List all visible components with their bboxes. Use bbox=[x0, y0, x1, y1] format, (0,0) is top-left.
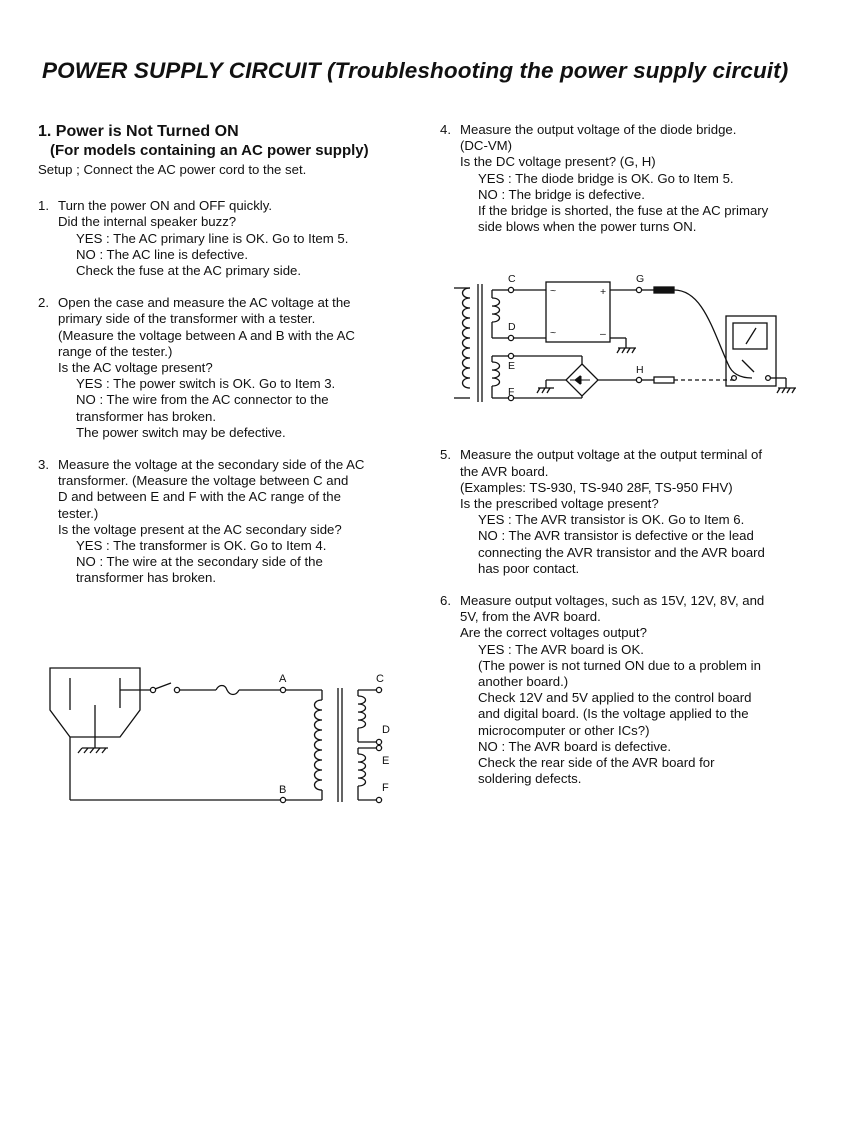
ground-symbol-icon bbox=[537, 388, 554, 393]
setup-text: Setup ; Connect the AC power cord to the set. bbox=[38, 162, 307, 177]
answer-line: YES : The AVR board is OK. bbox=[478, 641, 644, 657]
answer-line: Check the rear side of the AVR board for bbox=[478, 755, 715, 771]
answer-line: has poor contact. bbox=[478, 560, 580, 576]
label-a: A bbox=[279, 673, 287, 685]
meter-jack bbox=[766, 376, 771, 381]
step-line: Measure the output voltage at the output terminal of bbox=[460, 447, 763, 463]
answer-line: NO : The AVR board is defective. bbox=[478, 738, 672, 754]
label-h: H bbox=[636, 364, 644, 376]
answer-line: NO : The AC line is defective. bbox=[76, 246, 249, 262]
primary-circuit-diagram bbox=[40, 660, 400, 820]
probe-lead bbox=[674, 290, 752, 378]
label-b: B bbox=[279, 784, 287, 796]
label-c: C bbox=[376, 673, 384, 685]
secondary-coil-ef bbox=[492, 362, 500, 386]
answer-line: The power switch may be defective. bbox=[76, 424, 286, 440]
step-line: Are the correct voltages output? bbox=[460, 625, 647, 641]
primary-coil bbox=[315, 700, 323, 790]
answer-line: NO : The AVR transistor is defective or the lead bbox=[478, 528, 754, 544]
answer-line: YES : The diode bridge is OK. Go to Item 5. bbox=[478, 170, 734, 186]
terminal-g bbox=[636, 287, 641, 292]
primary-coil bbox=[463, 288, 471, 388]
terminal-d bbox=[508, 335, 513, 340]
diode-symbol-icon bbox=[570, 376, 590, 384]
answer-line: NO : The wire at the secondary side of the bbox=[76, 554, 323, 570]
step-line: (Examples: TS-930, TS-940 28F, TS-950 FHV) bbox=[460, 479, 733, 495]
step-line: Is the prescribed voltage present? bbox=[460, 496, 659, 512]
terminal-h bbox=[636, 377, 641, 382]
step-5 bbox=[440, 447, 800, 577]
step-number: 5. bbox=[440, 447, 451, 463]
answer-line: YES : The AC primary line is OK. Go to Item 5. bbox=[76, 230, 349, 246]
terminal-a bbox=[280, 687, 285, 692]
terminal-f bbox=[376, 797, 381, 802]
answer-line: NO : The wire from the AC connector to the bbox=[76, 392, 329, 408]
secondary-coil-cd bbox=[358, 696, 366, 728]
right-column bbox=[440, 122, 800, 787]
label-f: F bbox=[508, 386, 515, 398]
answer-line: Check the fuse at the AC primary side. bbox=[76, 263, 302, 279]
rectifier-minus: – bbox=[600, 328, 606, 340]
label-f: F bbox=[382, 782, 389, 794]
answer-line: soldering defects. bbox=[478, 771, 582, 787]
left-column bbox=[38, 122, 400, 587]
step-number: 4. bbox=[440, 122, 451, 137]
section-heading: 1. Power is Not Turned ON bbox=[38, 123, 239, 140]
step-number: 1. bbox=[38, 198, 49, 214]
answer-line: YES : The power switch is OK. Go to Item 3. bbox=[76, 376, 336, 392]
step-number: 3. bbox=[38, 457, 49, 473]
step-line: 5V, from the AVR board. bbox=[460, 609, 601, 625]
step-line: Measure output voltages, such as 15V, 12V, 8V, and bbox=[460, 593, 765, 609]
step-line: Measure the voltage at the secondary side of the AC bbox=[58, 457, 365, 473]
step-line: Turn the power ON and OFF quickly. bbox=[58, 198, 273, 214]
ground-symbol-icon bbox=[78, 748, 108, 753]
meter-dial bbox=[742, 360, 754, 372]
answer-line: another board.) bbox=[478, 674, 569, 690]
secondary-circuit-diagram bbox=[440, 268, 810, 408]
step-line: Is the AC voltage present? bbox=[58, 360, 213, 376]
answer-line: transformer has broken. bbox=[76, 408, 216, 424]
step-line: D and between E and F with the AC range of the bbox=[58, 489, 341, 505]
rectifier-plus: + bbox=[600, 286, 607, 298]
meter-needle bbox=[746, 328, 756, 344]
meter-display bbox=[733, 323, 767, 349]
label-e: E bbox=[382, 755, 390, 767]
label-c: C bbox=[508, 273, 516, 285]
answer-line: connecting the AVR transistor and the AVR board bbox=[478, 544, 765, 560]
label-g: G bbox=[636, 273, 645, 285]
step-line: (DC-VM) bbox=[460, 138, 513, 154]
step-number: 2. bbox=[38, 295, 49, 311]
step-6 bbox=[440, 593, 800, 787]
answer-line: side blows when the power turns ON. bbox=[478, 219, 697, 235]
answer-line: Check 12V and 5V applied to the control board bbox=[478, 690, 752, 706]
step-2 bbox=[38, 295, 400, 441]
secondary-coil-ef bbox=[358, 754, 366, 786]
terminal-c bbox=[508, 287, 513, 292]
answer-line: If the bridge is shorted, the fuse at the AC primary bbox=[478, 203, 769, 219]
power-switch bbox=[155, 683, 171, 689]
terminal-b bbox=[280, 797, 285, 802]
step-line: primary side of the transformer with a tester. bbox=[58, 311, 316, 327]
terminal-e bbox=[376, 745, 381, 750]
answer-line: and digital board. (Is the voltage applied to the bbox=[478, 706, 749, 722]
label-d: D bbox=[382, 724, 390, 736]
step-4 bbox=[440, 122, 800, 235]
terminal-c bbox=[376, 687, 381, 692]
answer-line: YES : The transformer is OK. Go to Item 4. bbox=[76, 538, 327, 554]
ground-symbol-icon bbox=[617, 348, 636, 353]
rectifier-ac-in: ~ bbox=[550, 327, 557, 339]
step-line: tester.) bbox=[58, 505, 99, 521]
step-line: Is the voltage present at the AC secondary side? bbox=[58, 521, 342, 537]
answer-line: microcomputer or other ICs?) bbox=[478, 722, 650, 738]
answer-line: (The power is not turned ON due to a problem in bbox=[478, 657, 761, 673]
answer-line: NO : The bridge is defective. bbox=[478, 186, 645, 202]
step-3 bbox=[38, 457, 400, 587]
rectifier-ac-in: ~ bbox=[550, 285, 557, 297]
switch-contact bbox=[174, 687, 179, 692]
secondary-coil-cd bbox=[492, 298, 500, 322]
probe-red bbox=[654, 377, 674, 383]
step-line: (Measure the voltage between A and B with the AC bbox=[58, 327, 355, 343]
terminal-d bbox=[376, 739, 381, 744]
page-title: POWER SUPPLY CIRCUIT (Troubleshooting the power supply circuit) bbox=[42, 58, 789, 83]
step-line: Measure the output voltage of the diode bridge. bbox=[460, 122, 737, 137]
step-line: Did the internal speaker buzz? bbox=[58, 214, 237, 230]
step-line: Open the case and measure the AC voltage at the bbox=[58, 295, 351, 311]
step-1 bbox=[38, 198, 400, 279]
label-d: D bbox=[508, 321, 516, 333]
step-line: range of the tester.) bbox=[58, 343, 173, 359]
terminal-e bbox=[508, 353, 513, 358]
fuse-symbol bbox=[216, 686, 239, 695]
ground-symbol-icon bbox=[777, 388, 796, 393]
step-number: 6. bbox=[440, 593, 451, 609]
answer-line: YES : The AVR transistor is OK. Go to Item 6. bbox=[478, 512, 745, 528]
step-line: the AVR board. bbox=[460, 463, 549, 479]
step-line: transformer. (Measure the voltage between C and bbox=[58, 473, 349, 489]
probe-black bbox=[654, 287, 674, 293]
switch-contact bbox=[150, 687, 155, 692]
section-subheading: (For models containing an AC power supply) bbox=[50, 142, 369, 159]
answer-line: transformer has broken. bbox=[76, 570, 216, 586]
step-line: Is the DC voltage present? (G, H) bbox=[460, 154, 656, 170]
label-e: E bbox=[508, 360, 516, 372]
